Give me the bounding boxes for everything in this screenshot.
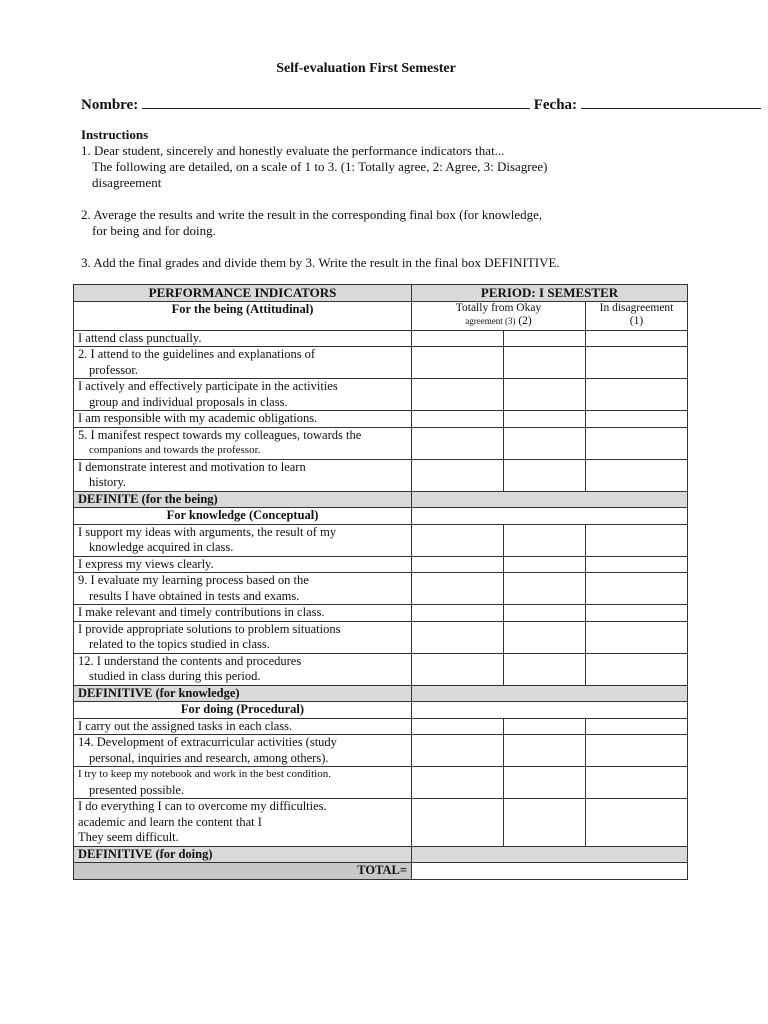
header-period: PERIOD: I SEMESTER xyxy=(412,285,688,302)
definitive-value-cell[interactable] xyxy=(412,491,688,508)
rating-cell[interactable] xyxy=(586,459,688,491)
indicator-line: I try to keep my notebook and work in the best condition. xyxy=(78,768,331,780)
indicator-line: I am responsible with my academic obligations. xyxy=(78,411,318,425)
definitive-row-knowledge xyxy=(74,685,688,702)
definitive-label: DEFINITIVE (for doing) xyxy=(74,846,412,863)
indicator-line: 14. Development of extracurricular activities (study xyxy=(78,735,337,749)
indicator-line: presented possible. xyxy=(89,782,185,797)
col-agree-num: (2) xyxy=(518,314,532,327)
rating-cell[interactable] xyxy=(504,573,586,605)
definitive-label: DEFINITIVE (for knowledge) xyxy=(74,685,412,702)
name-date-line xyxy=(81,96,768,114)
indicator-line: I support my ideas with arguments, the result of my xyxy=(78,524,337,539)
rating-cell[interactable] xyxy=(412,459,504,491)
rating-cell[interactable] xyxy=(586,556,688,573)
indicator-line: I carry out the assigned tasks in each class. xyxy=(78,718,293,733)
rating-cell[interactable] xyxy=(412,427,504,459)
indicator-line: results I have obtained in tests and exams. xyxy=(89,588,300,603)
rating-cell[interactable] xyxy=(586,427,688,459)
table-row xyxy=(74,653,688,685)
instructions-heading: Instructions xyxy=(81,127,149,142)
rating-cell[interactable] xyxy=(504,427,586,459)
rating-cell[interactable] xyxy=(412,347,504,379)
table-row xyxy=(74,767,688,799)
rating-cell[interactable] xyxy=(504,605,586,622)
section-header-blank xyxy=(412,508,688,525)
rating-cell[interactable] xyxy=(504,459,586,491)
total-row xyxy=(74,863,688,880)
indicator-text xyxy=(74,767,412,799)
rating-cell[interactable] xyxy=(504,411,586,428)
rating-cell[interactable] xyxy=(586,621,688,653)
rating-cell[interactable] xyxy=(412,524,504,556)
rating-cell[interactable] xyxy=(412,411,504,428)
rating-cell[interactable] xyxy=(412,799,504,847)
rating-cell[interactable] xyxy=(504,767,586,799)
table-row xyxy=(74,605,688,622)
indicator-line: group and individual proposals in class. xyxy=(89,394,288,409)
table-row xyxy=(74,459,688,491)
column-agree-header xyxy=(412,301,586,330)
table-row xyxy=(74,347,688,379)
section-title: For the being (Attitudinal) xyxy=(74,301,412,330)
indicator-line: personal, inquiries and research, among others). xyxy=(89,750,329,765)
indicator-line: related to the topics studied in class. xyxy=(89,637,270,651)
indicator-line: professor. xyxy=(89,362,138,377)
rating-cell[interactable] xyxy=(586,735,688,767)
indicator-text xyxy=(74,573,412,605)
instruction-1-line-1: 1. Dear student, sincerely and honestly evaluate the performance indicators that... xyxy=(81,143,505,158)
table-row xyxy=(74,524,688,556)
indicator-text xyxy=(74,735,412,767)
evaluation-table xyxy=(73,284,688,880)
rating-cell[interactable] xyxy=(412,379,504,411)
fecha-label: Fecha: xyxy=(533,97,578,113)
definitive-label: DEFINITE (for the being) xyxy=(74,491,412,508)
rating-cell[interactable] xyxy=(586,347,688,379)
rating-cell[interactable] xyxy=(412,735,504,767)
rating-cell[interactable] xyxy=(412,556,504,573)
indicator-line: I provide appropriate solutions to problem situations xyxy=(78,621,341,636)
section-header-doing xyxy=(74,702,688,719)
rating-cell[interactable] xyxy=(412,573,504,605)
table-row xyxy=(74,573,688,605)
rating-cell[interactable] xyxy=(412,621,504,653)
rating-cell[interactable] xyxy=(504,379,586,411)
table-row xyxy=(74,621,688,653)
indicator-text xyxy=(74,718,412,735)
fecha-field[interactable] xyxy=(581,96,761,109)
indicator-text xyxy=(74,799,412,847)
rating-cell[interactable] xyxy=(412,718,504,735)
section-title: For knowledge (Conceptual) xyxy=(74,508,412,525)
col-agree-small: agreement (3) xyxy=(465,315,516,326)
instruction-2-line-1: 2. Average the results and write the result in the corresponding final box (for knowledge, xyxy=(81,207,543,222)
indicator-line: I demonstrate interest and motivation to learn xyxy=(78,459,306,474)
table-row xyxy=(74,330,688,347)
instruction-2-line-2: for being and for doing. xyxy=(92,223,216,238)
indicator-line: history. xyxy=(89,475,127,489)
rating-cell[interactable] xyxy=(504,718,586,735)
definitive-value-cell[interactable] xyxy=(412,846,688,863)
table-row xyxy=(74,427,688,459)
indicator-text xyxy=(74,459,412,491)
indicator-line: I actively and effectively participate in the activities xyxy=(78,379,338,393)
rating-cell[interactable] xyxy=(412,767,504,799)
rating-cell[interactable] xyxy=(504,347,586,379)
indicator-text xyxy=(74,524,412,556)
indicator-line: knowledge acquired in class. xyxy=(89,540,234,554)
rating-cell[interactable] xyxy=(504,524,586,556)
rating-cell[interactable] xyxy=(412,653,504,685)
indicator-text xyxy=(74,347,412,379)
instructions-block xyxy=(81,127,621,271)
instruction-1-line-3: disagreement xyxy=(92,175,162,190)
rating-cell[interactable] xyxy=(586,799,688,847)
indicator-text xyxy=(74,653,412,685)
indicator-line: I do everything I can to overcome my difficulties. xyxy=(78,799,327,813)
table-row xyxy=(74,556,688,573)
rating-cell[interactable] xyxy=(586,605,688,622)
table-row xyxy=(74,735,688,767)
instruction-1-line-2: The following are detailed, on a scale of 1 to 3. (1: Totally agree, 2: Agree, 3: Disagree) xyxy=(92,159,548,174)
indicator-line: I make relevant and timely contributions in class. xyxy=(78,605,325,619)
rating-cell[interactable] xyxy=(586,379,688,411)
indicator-line: 9. I evaluate my learning process based on the xyxy=(78,573,309,587)
section-header-knowledge xyxy=(74,508,688,525)
section-header-blank xyxy=(412,702,688,719)
rating-cell[interactable] xyxy=(586,573,688,605)
rating-cell[interactable] xyxy=(412,330,504,347)
rating-cell[interactable] xyxy=(586,411,688,428)
rating-cell[interactable] xyxy=(504,330,586,347)
table-row xyxy=(74,799,688,847)
total-label: TOTAL= xyxy=(74,863,412,880)
rating-cell[interactable] xyxy=(504,621,586,653)
indicator-text xyxy=(74,605,412,622)
nombre-label: Nombre: xyxy=(81,97,139,113)
rating-cell[interactable] xyxy=(586,718,688,735)
indicator-line: companions and towards the professor. xyxy=(89,444,261,456)
section-header-being xyxy=(74,301,688,330)
rating-cell[interactable] xyxy=(504,653,586,685)
table-row xyxy=(74,718,688,735)
col-agree-top: Totally from Okay xyxy=(455,301,542,314)
indicator-line: I attend class punctually. xyxy=(78,330,202,345)
definitive-row-being xyxy=(74,491,688,508)
indicator-text xyxy=(74,330,412,347)
col-disagree: In disagreement xyxy=(599,301,674,314)
rating-cell[interactable] xyxy=(412,605,504,622)
total-value-cell[interactable] xyxy=(412,863,688,880)
indicator-line: 2. I attend to the guidelines and explanations of xyxy=(78,347,316,361)
indicator-line: studied in class during this period. xyxy=(89,669,261,683)
rating-cell[interactable] xyxy=(504,799,586,847)
definitive-value-cell[interactable] xyxy=(412,685,688,702)
indicator-text xyxy=(74,556,412,573)
indicator-text xyxy=(74,411,412,428)
indicator-text xyxy=(74,427,412,459)
rating-cell[interactable] xyxy=(586,330,688,347)
indicator-line: I express my views clearly. xyxy=(78,556,214,571)
table-row xyxy=(74,379,688,411)
rating-cell[interactable] xyxy=(586,767,688,799)
table-header-row xyxy=(74,285,688,302)
indicator-line: 12. I understand the contents and procedures xyxy=(78,653,302,668)
indicator-line: They seem difficult. xyxy=(78,830,179,844)
page-title: Self-evaluation First Semester xyxy=(276,61,456,76)
definitive-row-doing xyxy=(74,846,688,863)
nombre-field[interactable] xyxy=(142,96,530,109)
rating-cell[interactable] xyxy=(504,556,586,573)
table-row xyxy=(74,411,688,428)
indicator-line: academic and learn the content that I xyxy=(78,814,262,829)
header-indicators: PERFORMANCE INDICATORS xyxy=(74,285,412,302)
rating-cell[interactable] xyxy=(586,653,688,685)
col-disagree-num: (1) xyxy=(629,314,644,327)
rating-cell[interactable] xyxy=(504,735,586,767)
indicator-text xyxy=(74,379,412,411)
column-disagree-header xyxy=(586,301,688,330)
rating-cell[interactable] xyxy=(586,524,688,556)
indicator-text xyxy=(74,621,412,653)
indicator-line: 5. I manifest respect towards my colleagues, towards the xyxy=(78,427,362,442)
section-title: For doing (Procedural) xyxy=(74,702,412,719)
instruction-3: 3. Add the final grades and divide them by 3. Write the result in the final box DEFINITIVE. xyxy=(81,255,560,270)
